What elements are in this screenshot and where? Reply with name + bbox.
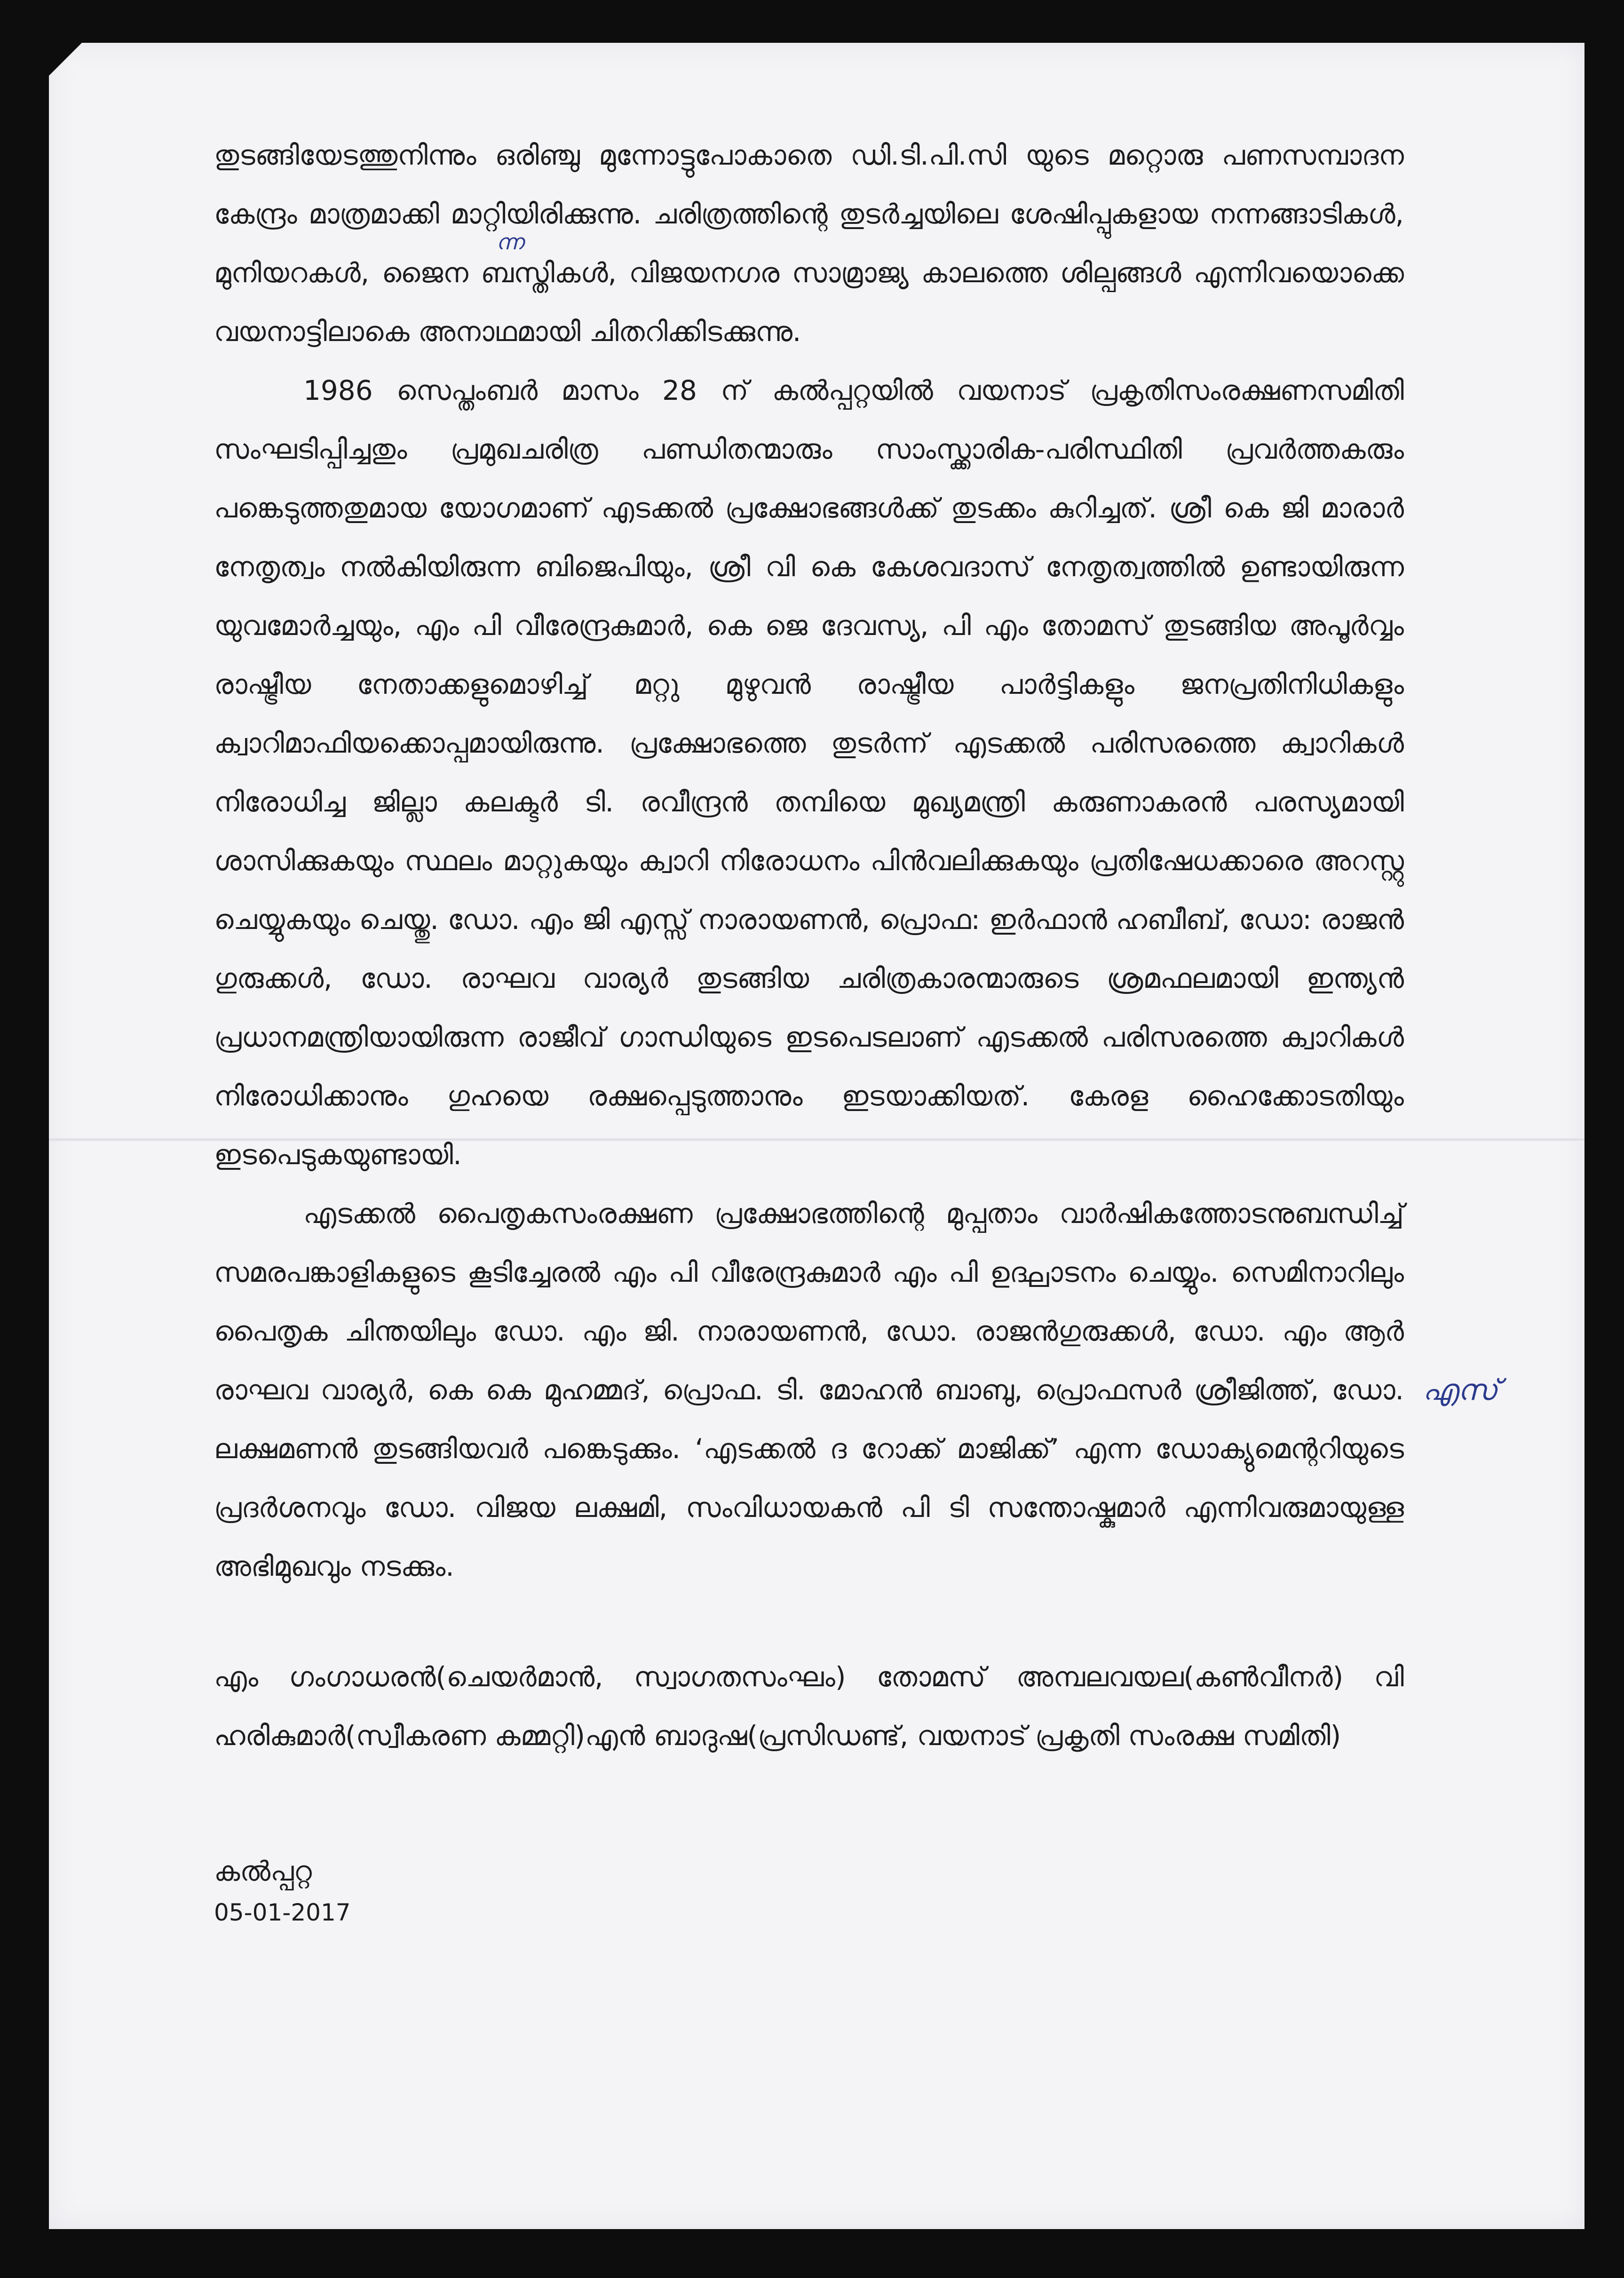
signatories: എം ഗംഗാധരൻ(ചെയർമാൻ, സ്വാഗതസംഘം) തോമസ് അമ്പലവയല(കൺവീനർ) വി ഹരികുമാർ(സ്വീകരണ കമ്മറ്റി)എൻ ബാദുഷ(പ്രസിഡണ്ട്, വയനാട് പ്രകൃതി സംരക്ഷ സമിതി): [214, 1661, 1404, 1752]
document-body: [214, 126, 1404, 1929]
folded-corner: [49, 43, 82, 76]
paragraph-1: തുടങ്ങിയേടത്തുനിന്നും ഒരിഞ്ചു മുന്നോട്ടുപോകാതെ ഡി.ടി.പി.സി യുടെ മറ്റൊരു പണസമ്പാദന കേന്ദ്രം മാത്രമാക്കി മാറ്റിയിരിക്കുന്നു. ചരിത്രത്തിന്റെ തുടർച്ചയിലെ ശേഷിപ്പുകളായ നന്നങ്ങാടികൾ, മുനിയറകൾ, ജൈന ബസ്തികൾ, വിജയനഗര സാമ്രാജ്യ കാലത്തെ ശില്പങ്ങൾ എന്നിവയൊക്കെ വയനാട്ടിലാകെ അനാഥമായി ചിതറിക്കിടക്കുന്നു.: [214, 139, 1404, 348]
spacer: [214, 1596, 1404, 1648]
date: 05-01-2017: [214, 1899, 351, 1926]
paragraph-2: 1986 സെപ്തംബർ മാസം 28 ന് കൽപ്പറ്റയിൽ വയനാട് പ്രകൃതിസംരക്ഷണസമിതി സംഘടിപ്പിച്ചതും പ്രമുഖചരിത്ര പണ്ഡിതന്മാരും സാംസ്ക്കാരിക-പരിസ്ഥിതി പ്രവർത്തകരും പങ്കെടുത്തതുമായ യോഗമാണ് എടക്കൽ പ്രക്ഷോഭങ്ങൾക്ക് തുടക്കം കുറിച്ചത്. ശ്രീ കെ ജി മാരാർ നേതൃത്വം നൽകിയിരുന്ന ബിജെപിയും, ശ്രീ വി കെ കേശവദാസ് നേതൃത്വത്തിൽ ഉണ്ടായിരുന്ന യുവമോർച്ചയും, എം പി വീരേന്ദ്രകുമാർ, കെ ജെ ദേവസ്യ, പി എം തോമസ് തുടങ്ങിയ അപൂർവ്വം രാഷ്ട്രീയ നേതാക്കളുമൊഴിച്ച് മറ്റു മുഴുവൻ രാഷ്ട്രീയ പാർട്ടികളും ജനപ്രതിനിധികളും ക്വാറിമാഫിയക്കൊപ്പമായിരുന്നു. പ്രക്ഷോഭത്തെ തുടർന്ന് എടക്കൽ പരിസരത്തെ ക്വാറികൾ നിരോധിച്ച ജില്ലാ കലക്ടർ ടി. രവീന്ദ്രൻ തമ്പിയെ മുഖ്യമന്ത്രി കരുണാകരൻ പരസ്യമായി ശാസിക്കുകയും സ്ഥലം മാറ്റുകയും ക്വാറി നിരോധനം പിൻവലിക്കുകയും പ്രതിഷേധക്കാരെ അറസ്റ്റു ചെയ്യുകയും ചെയ്തു. ഡോ. എം ജി എസ്സ് നാരായണൻ, പ്രൊഫ: ഇർഫാൻ ഹബീബ്, ഡോ: രാജൻ ഗുരുക്കൾ, ഡോ. രാഘവ വാര്യർ തുടങ്ങിയ ചരിത്രകാരന്മാരുടെ ശ്രമഫലമായി ഇന്ത്യൻ പ്രധാനമന്ത്രിയായിരുന്ന രാജീവ് ഗാന്ധിയുടെ ഇടപെടലാണ് എടക്കൽ പരിസരത്തെ ക്വാറികൾ നിരോധിക്കാനും ഗുഹയെ രക്ഷപ്പെടുത്താനും ഇടയാക്കിയത്. കേരള ഹൈക്കോടതിയും ഇടപെടുകയുണ്ടായി.: [214, 374, 1404, 1171]
place-name: കൽപ്പറ്റ: [214, 1855, 312, 1887]
handwritten-correction-1: ന്ന: [496, 229, 524, 254]
handwritten-correction-2: എസ്: [1423, 1373, 1498, 1407]
paragraph-3: എടക്കൽ പൈതൃകസംരക്ഷണ പ്രക്ഷോഭത്തിന്റെ മുപ്പതാം വാർഷികത്തോടനുബന്ധിച്ച് സമരപങ്കാളികളുടെ കൂടിച്ചേരൽ എം പി വീരേന്ദ്രകുമാർ എം പി ഉദ്ഘാടനം ചെയ്യും. സെമിനാറിലും പൈതൃക ചിന്തയിലും ഡോ. എം ജി. നാരായണൻ, ഡോ. രാജൻഗുരുക്കൾ, ഡോ. എം ആർ രാഘവ വാര്യർ, കെ കെ മുഹമ്മദ്, പ്രൊഫ. ടി. മോഹൻ ബാബു, പ്രൊഫസർ ശ്രീജിത്ത്, ഡോ. ലക്ഷമണൻ തുടങ്ങിയവർ പങ്കെടുക്കും. ‘എടക്കൽ ദ റോക്ക് മാജിക്ക്’ എന്ന ഡോക്യുമെന്ററിയുടെ പ്രദർശനവും ഡോ. വിജയ ലക്ഷമി, സംവിധായകൻ പി ടി സന്തോഷ്കുമാർ എന്നിവരുമായുള്ള അഭിമുഖവും നടക്കും.: [214, 1198, 1404, 1582]
